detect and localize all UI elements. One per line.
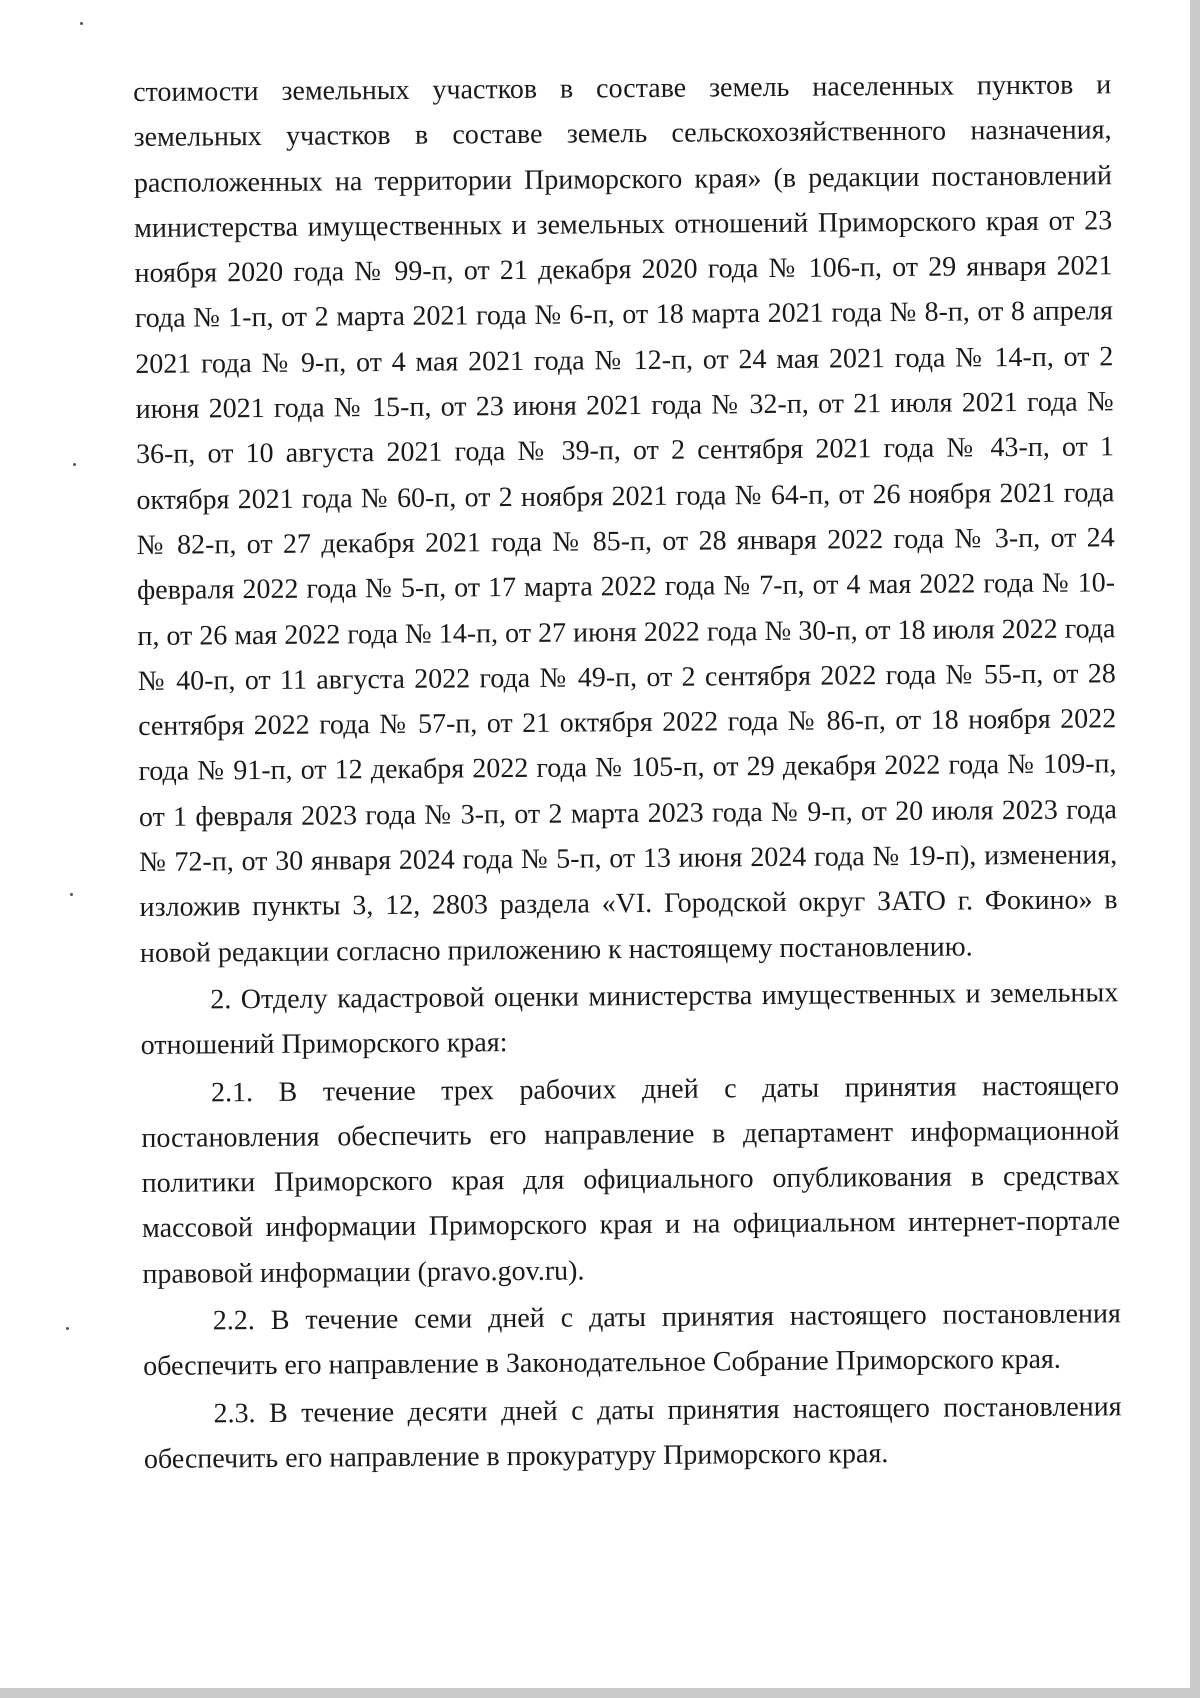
document-body: [133, 62, 1122, 1482]
scan-speck: [66, 1327, 69, 1330]
scan-speck: [70, 893, 73, 896]
scan-speck: [73, 463, 76, 466]
paragraph-item-2-1: 2.1. В течение трех рабочих дней с даты принятия настоящего постановления обеспечить его направление в департамент информационной политики Приморского края для официального опубликования в средствах массовой информации Приморского края и на официальном интернет-портале правовой информации (pravo.gov.ru).: [141, 1069, 1121, 1290]
paragraph-item-2-2: 2.2. В течение семи дней с даты принятия настоящего постановления обеспечить его направление в Законодательное Собрание Приморского края.: [143, 1298, 1121, 1383]
paragraph-item-2: 2. Отделу кадастровой оценки министерства имущественных и земельных отношений Приморского края:: [140, 977, 1119, 1062]
paragraph-continuation: стоимости земельных участков в составе земель населенных пунктов и земельных участков в составе земель сельскохозяйственного назначения, расположенных на территории Приморского края» (в редакции постановлений министерства имущественных и земельных отношений Приморского края от 23 ноября 2020 года № 99-п, от 21 декабря 2020 года № 106-п, от 29 января 2021 года № 1-п, от 2 марта 2021 года № 6-п, от 18 марта 2021 года № 8-п, от 8 апреля 2021 года № 9-п, от 4 мая 2021 года № 12-п, от 24 мая 2021 года № 14-п, от 2 июня 2021 года № 15-п, от 23 июня 2021 года № 32-п, от 21 июля 2021 года № 36-п, от 10 августа 2021 года № 39-п, от 2 сентября 2021 года № 43-п, от 1 октября 2021 года № 60-п, от 2 ноября 2021 года № 64-п, от 26 ноября 2021 года № 82-п, от 27 декабря 2021 года № 85-п, от 28 января 2022 года № 3-п, от 24 февраля 2022 года № 5-п, от 17 марта 2022 года № 7-п, от 4 мая 2022 года № 10-п, от 26 мая 2022 года № 14-п, от 27 июня 2022 года № 30-п, от 18 июля 2022 года № 40-п, от 11 августа 2022 года № 49-п, от 2 сентября 2022 года № 55-п, от 28 сентября 2022 года № 57-п, от 21 октября 2022 года № 86-п, от 18 ноября 2022 года № 91-п, от 12 декабря 2022 года № 105-п, от 29 декабря 2022 года № 109-п, от 1 февраля 2023 года № 3-п, от 2 марта 2023 года № 9-п, от 20 июля 2023 года № 72-п, от 30 января 2024 года № 5-п, от 13 июня 2024 года № 19-п), изменения, изложив пункты 3, 12, 2803 раздела «VI. Городской округ ЗАТО г. Фокино» в новой редакции согласно приложению к настоящему постановлению.: [133, 69, 1118, 969]
scan-speck: [80, 22, 83, 25]
paragraph-item-2-3: 2.3. В течение десяти дней с даты принятия настоящего постановления обеспечить его направление в прокуратуру Приморского края.: [143, 1390, 1122, 1475]
